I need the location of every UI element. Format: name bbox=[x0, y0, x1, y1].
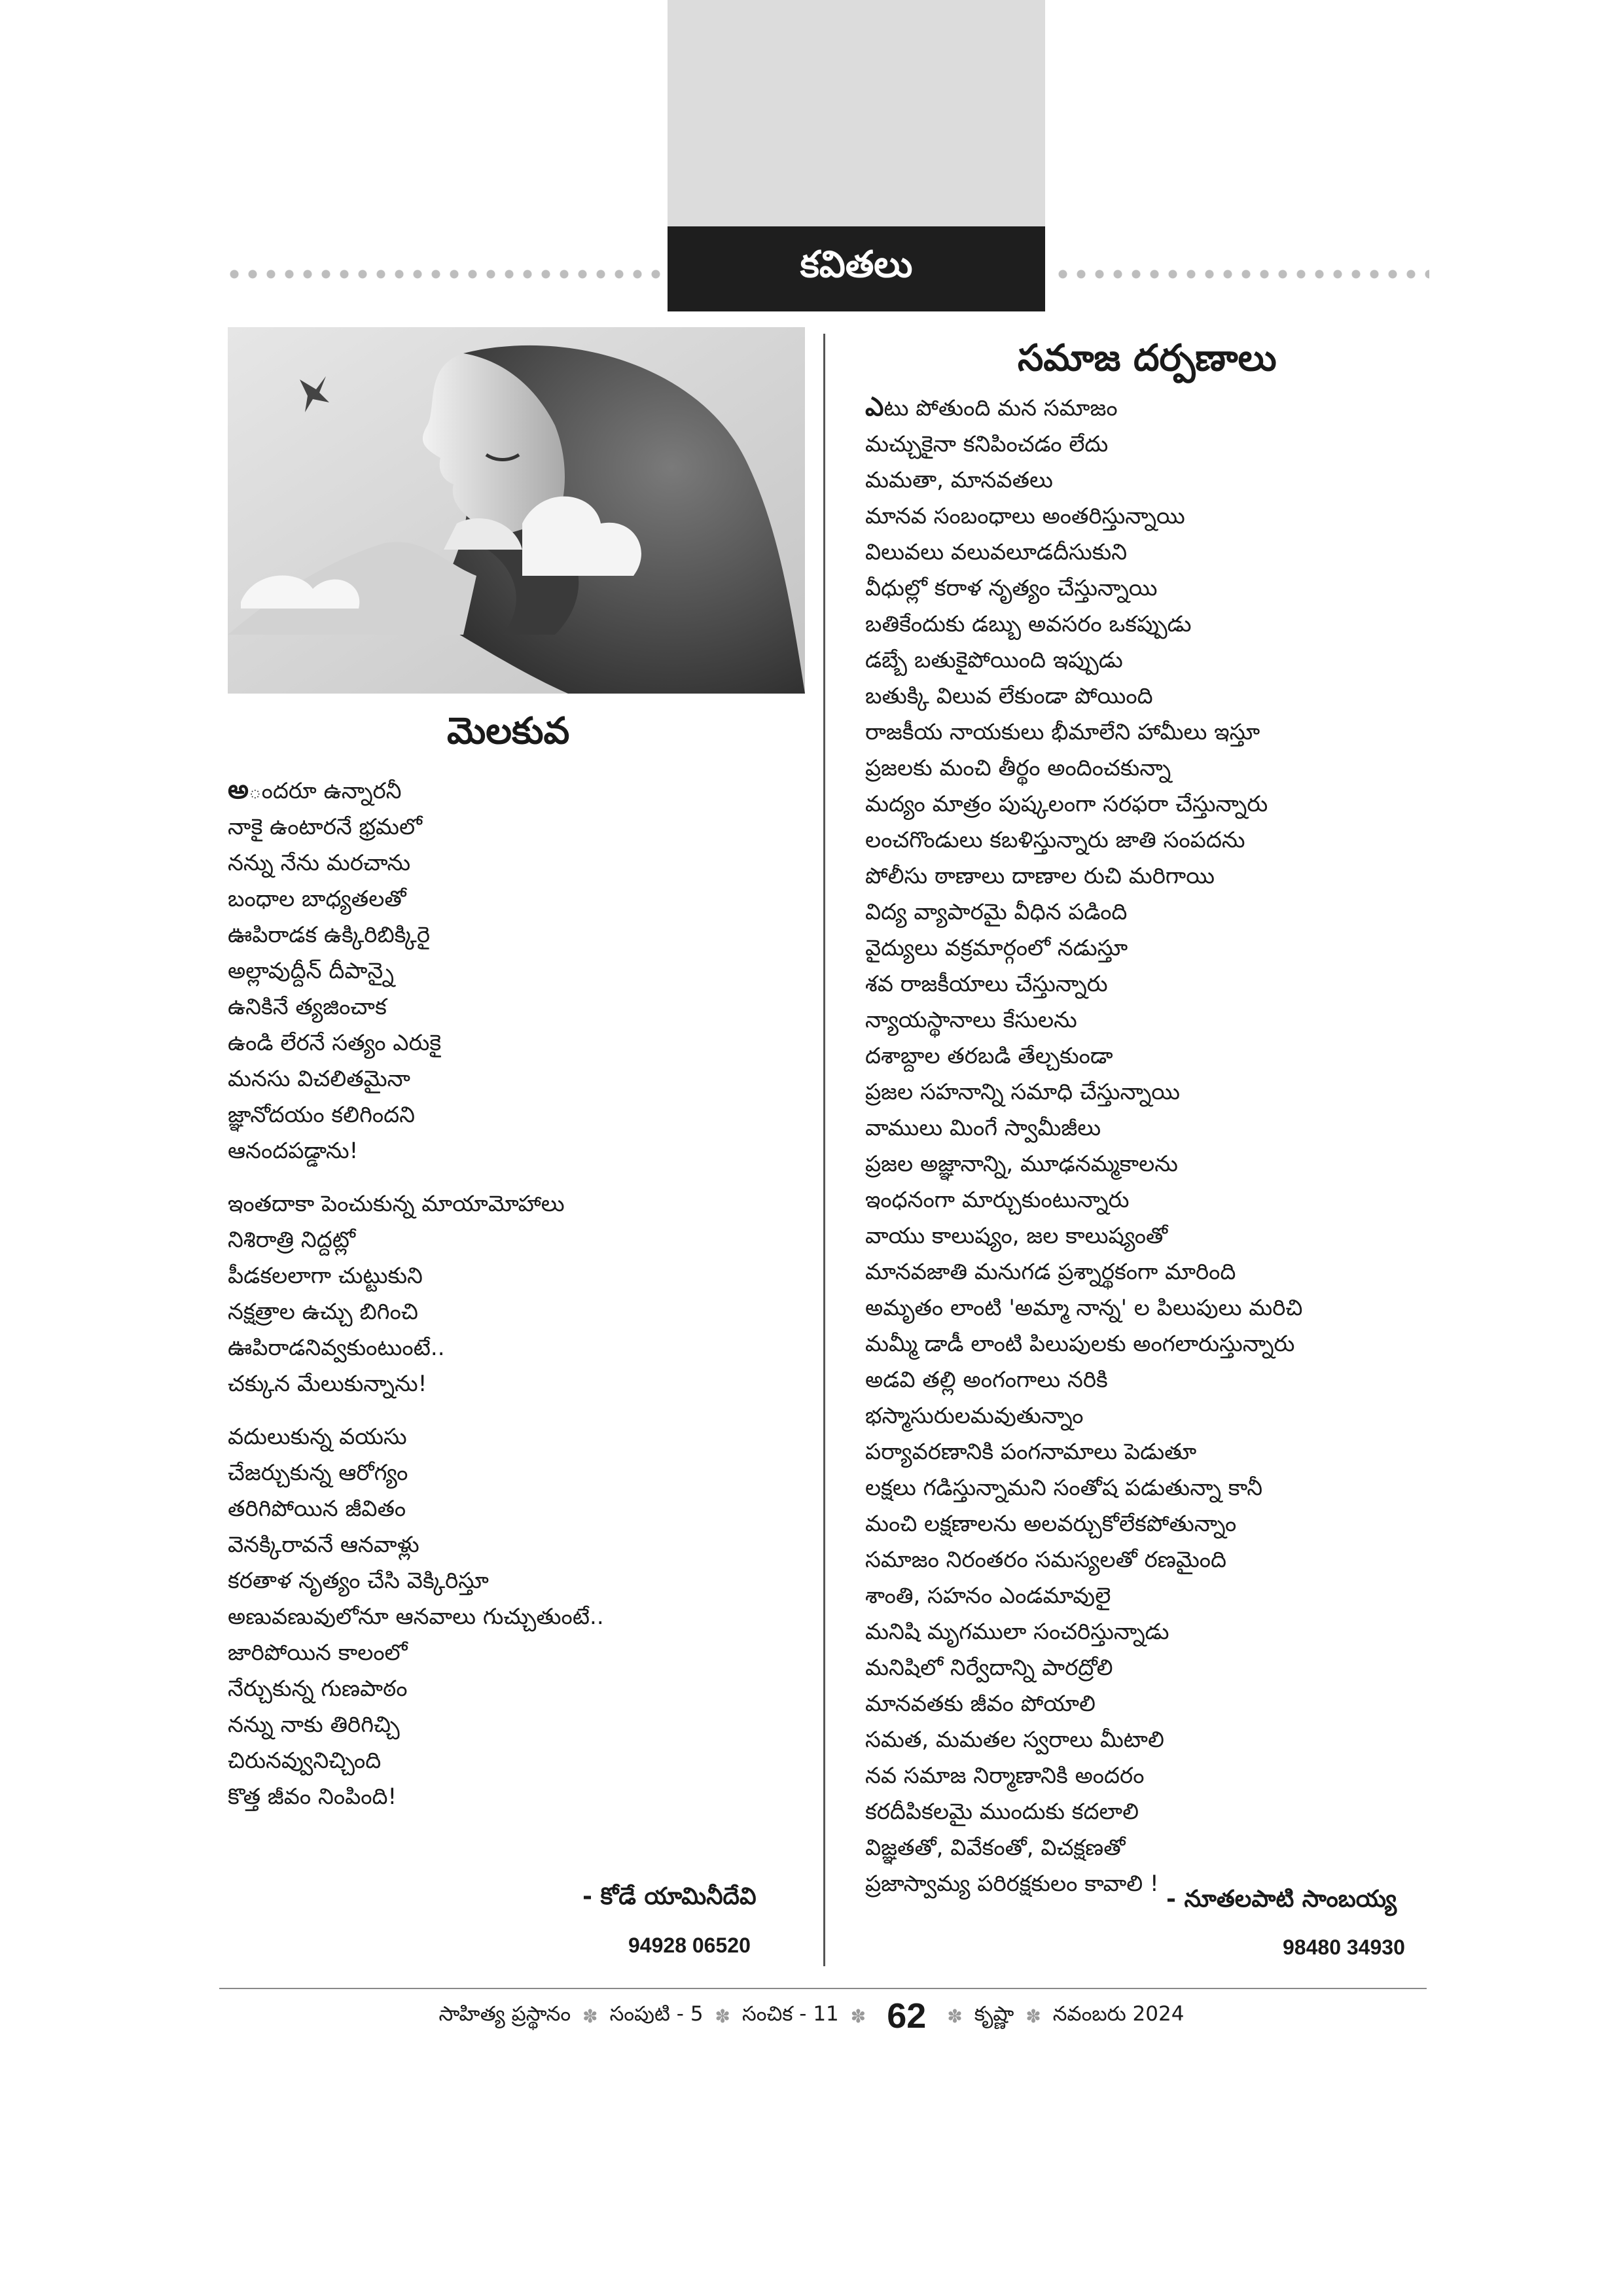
poem-line: అడవి తల్లి అంగంగాలు నరికి bbox=[865, 1367, 1108, 1393]
poem-line: రాజకీయ నాయకులు భీమాలేని హామీలు ఇస్తూ bbox=[865, 719, 1260, 745]
flower-icon: ✽ bbox=[715, 2005, 731, 2027]
poem-line: వాయు కాలుష్యం, జల కాలుష్యంతో bbox=[865, 1223, 1168, 1249]
dotted-rule-right bbox=[1054, 269, 1429, 279]
footer-rule bbox=[219, 1988, 1427, 1989]
poem-line: అల్లావుద్దీన్ దీపాన్నై bbox=[228, 958, 394, 984]
poem-line: అమృతం లాంటి 'అమ్మా నాన్న' ల పిలుపులు మరిచి bbox=[865, 1295, 1303, 1321]
poem-line: మనసు విచలితమైనా bbox=[228, 1066, 410, 1092]
drop-letter: అ bbox=[228, 775, 249, 805]
footer-month-name: కృష్ణా bbox=[974, 2002, 1014, 2026]
right-poem bbox=[865, 389, 1302, 1902]
poem-line: ఉనికినే త్యజించాక bbox=[228, 994, 387, 1020]
poem-line: విజ్ఞతతో, వివేకంతో, విచక్షణతో bbox=[865, 1835, 1126, 1861]
flower-icon: ✽ bbox=[1026, 2005, 1041, 2027]
poem-line: వదులుకున్న వయసు bbox=[228, 1424, 407, 1450]
poem-line: బతికేందుకు డబ్బు అవసరం ఒకప్పుడు bbox=[865, 611, 1192, 637]
section-title: కవితలు bbox=[800, 243, 913, 286]
footer-magazine: సాహిత్య ప్రస్థానం bbox=[438, 2002, 571, 2026]
poem-line: బతుక్కి విలువ లేకుండా పోయింది bbox=[865, 683, 1153, 709]
poem-line: మమ్మీ డాడీ లాంటి పిలుపులకు అంగలారుస్తున్నారు bbox=[865, 1331, 1295, 1357]
poem-line: మద్యం మాత్రం పుష్కలంగా సరఫరా చేస్తున్నారు bbox=[865, 791, 1268, 817]
footer-volume: సంపుటి - 5 bbox=[609, 2002, 704, 2026]
left-poem-title: మెలకువ bbox=[447, 710, 570, 752]
flower-icon: ✽ bbox=[582, 2005, 598, 2027]
poem-line: కొత్త జీవం నింపింది! bbox=[228, 1784, 397, 1810]
poem-line: విద్య వ్యాపారమై వీధిన పడింది bbox=[865, 899, 1128, 925]
footer-date: నవంబరు 2024 bbox=[1052, 2002, 1185, 2026]
poem-line: ప్రజలకు మంచి తీర్థం అందించకున్నా bbox=[865, 755, 1171, 781]
poem-line: ప్రజాస్వామ్య పరిరక్షకులం కావాలి ! bbox=[865, 1871, 1159, 1897]
page-number: 62 bbox=[887, 1996, 927, 2036]
poem-line: నవ సమాజ నిర్మాణానికి అందరం bbox=[865, 1763, 1145, 1789]
poem-line: భస్మాసురులమవుతున్నాం bbox=[865, 1403, 1084, 1429]
left-author: - కోడే యామినీదేవి bbox=[582, 1883, 757, 1910]
poem-line: జారిపోయిన కాలంలో bbox=[228, 1640, 408, 1666]
poem-line: మానవ సంబంధాలు అంతరిస్తున్నాయి bbox=[865, 503, 1185, 529]
poem-line: ఆనందపడ్డాను! bbox=[228, 1138, 359, 1164]
poem-line: నాకై ఉంటారనే భ్రమలో bbox=[228, 814, 422, 840]
poem-line: వైద్యులు వక్రమార్గంలో నడుస్తూ bbox=[865, 935, 1128, 961]
poem-line: అందరూ ఉన్నారనీ bbox=[228, 775, 402, 805]
poem-line: న్యాయస్థానాలు కేసులను bbox=[865, 1007, 1077, 1033]
poem-line: ఊపిరాడనివ్వకుంటుంటే.. bbox=[228, 1335, 445, 1361]
poem-line: తరిగిపోయిన జీవితం bbox=[228, 1496, 406, 1522]
poem-line: చేజర్చుకున్న ఆరోగ్యం bbox=[228, 1460, 408, 1486]
poem-line: నక్షత్రాల ఉచ్చు బిగించి bbox=[228, 1299, 418, 1325]
right-poem-title: సమాజ దర్పణాలు bbox=[1018, 337, 1277, 380]
poem-line: అణువణువులోనూ ఆనవాలు గుచ్చుతుంటే.. bbox=[228, 1604, 604, 1630]
footer-issue: సంచిక - 11 bbox=[742, 2002, 839, 2026]
poem-line: సమాజం నిరంతరం సమస్యలతో రణమైంది bbox=[865, 1547, 1227, 1573]
poem-line: నేర్చుకున్న గుణపాఠం bbox=[228, 1676, 408, 1702]
right-phone: 98480 34930 bbox=[1283, 1935, 1405, 1959]
poem-line: కరదీపికలమై ముందుకు కదలాలి bbox=[865, 1799, 1139, 1825]
right-author: - నూతలపాటి సాంబయ్య bbox=[1166, 1886, 1397, 1913]
poem-line: సమత, మమతల స్వరాలు మీటాలి bbox=[865, 1727, 1164, 1753]
poem-line: దశాబ్దాల తరబడి తేల్చకుండా bbox=[865, 1043, 1113, 1069]
drop-letter: ఎ bbox=[865, 392, 884, 422]
woman-illustration bbox=[228, 327, 805, 694]
flower-icon: ✽ bbox=[947, 2005, 963, 2027]
poem-line: శాంతి, సహనం ఎండమావులై bbox=[865, 1583, 1111, 1609]
flower-icon: ✽ bbox=[850, 2005, 866, 2027]
poem-line: జ్ఞానోదయం కలిగిందని bbox=[228, 1102, 416, 1128]
poem-line: లక్షలు గడిస్తున్నామని సంతోష పడుతున్నా కానీ bbox=[865, 1475, 1263, 1501]
left-poem bbox=[228, 772, 604, 1815]
poem-line: మానవతకు జీవం పోయాలి bbox=[865, 1691, 1096, 1717]
poem-line: పర్యావరణానికి పంగనామాలు పెడుతూ bbox=[865, 1439, 1197, 1465]
poem-line: మచ్చుకైనా కనిపించడం లేదు bbox=[865, 431, 1109, 457]
dotted-rule-left bbox=[225, 269, 665, 279]
poem-line: మనిషి మృగములా సంచరిస్తున్నాడు bbox=[865, 1619, 1169, 1645]
poem-line: మానవజాతి మనుగడ ప్రశ్నార్థకంగా మారింది bbox=[865, 1259, 1236, 1285]
poem-line: వీధుల్లో కరాళ నృత్యం చేస్తున్నాయి bbox=[865, 575, 1158, 601]
poem-line: కరతాళ నృత్యం చేసి వెక్కిరిస్తూ bbox=[228, 1568, 489, 1594]
poem-line: వాములు మింగే స్వామీజీలు bbox=[865, 1115, 1101, 1141]
section-title-bar bbox=[668, 226, 1045, 311]
poem-line: ప్రజల అజ్ఞానాన్ని, మూఢనమ్మకాలను bbox=[865, 1151, 1178, 1177]
header-grey-block bbox=[668, 0, 1045, 226]
poem-line: ఇంధనంగా మార్చుకుంటున్నారు bbox=[865, 1187, 1130, 1213]
left-phone: 94928 06520 bbox=[628, 1934, 751, 1957]
poem-line: ఉండి లేరనే సత్యం ఎరుకై bbox=[228, 1030, 442, 1056]
poem-line: నిశిరాత్రి నిద్దట్లో bbox=[228, 1227, 355, 1253]
poem-line: లంచగొండులు కబళిస్తున్నారు జాతి సంపదను bbox=[865, 827, 1245, 853]
poem-line: మనిషిలో నిర్వేదాన్ని పారద్రోలి bbox=[865, 1655, 1113, 1681]
poem-line: పోలీసు ఠాణాలు దాణాల రుచి మరిగాయి bbox=[865, 863, 1215, 889]
poem-line: నన్ను నేను మరచాను bbox=[228, 850, 411, 876]
poem-line: చక్కున మేలుకున్నాను! bbox=[228, 1371, 427, 1397]
poem-line: వెనక్కిరావనే ఆనవాళ్లు bbox=[228, 1532, 419, 1558]
poem-line: శవ రాజకీయాలు చేస్తున్నారు bbox=[865, 971, 1108, 997]
poem-line: బంధాల బాధ్యతలతో bbox=[228, 886, 406, 912]
poem-line: మంచి లక్షణాలను అలవర్చుకోలేకపోతున్నాం bbox=[865, 1511, 1237, 1537]
poem-line: నన్ను నాకు తిరిగిచ్చి bbox=[228, 1712, 400, 1738]
poem-line: ఎటు పోతుంది మన సమాజం bbox=[865, 392, 1118, 422]
footer bbox=[0, 1996, 1623, 2036]
poem-line: డబ్బే బతుకైపోయింది ఇప్పుడు bbox=[865, 647, 1123, 673]
poem-line: ఊపిరాడక ఉక్కిరిబిక్కిరై bbox=[228, 922, 430, 948]
poem-line: ప్రజల సహనాన్ని సమాధి చేస్తున్నాయి bbox=[865, 1079, 1180, 1105]
poem-line: పీడకలలాగా చుట్టుకుని bbox=[228, 1263, 423, 1289]
poem-line: చిరునవ్వునిచ్చింది bbox=[228, 1748, 382, 1774]
poem-line: విలువలు వలువలూడదీసుకుని bbox=[865, 539, 1128, 565]
poem-line: ఇంతదాకా పెంచుకున్న మాయామోహాలు bbox=[228, 1191, 565, 1217]
column-divider bbox=[823, 334, 825, 1966]
poem-line: మమతా, మానవతలు bbox=[865, 467, 1053, 493]
